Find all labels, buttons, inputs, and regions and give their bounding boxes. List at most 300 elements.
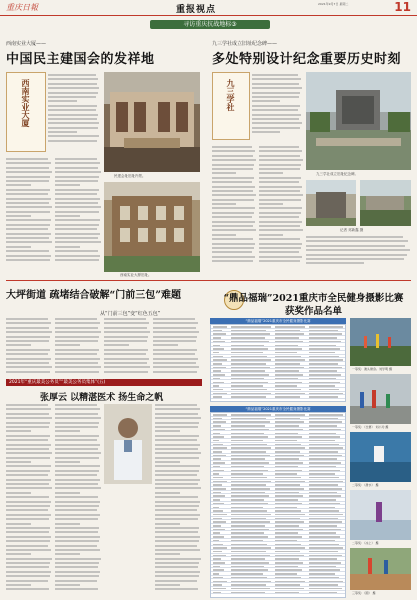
text-line bbox=[6, 509, 48, 511]
text-line bbox=[6, 461, 31, 463]
text-line bbox=[55, 237, 98, 239]
right-body-col1 bbox=[212, 146, 256, 266]
table-cell bbox=[231, 525, 265, 527]
text-line bbox=[104, 336, 148, 338]
text-line bbox=[6, 487, 52, 489]
text-line bbox=[259, 225, 300, 227]
text-line bbox=[6, 514, 51, 516]
text-line bbox=[6, 250, 49, 252]
text-line bbox=[153, 366, 199, 368]
table-cell bbox=[231, 341, 269, 343]
text-line bbox=[212, 146, 252, 148]
table-cell bbox=[275, 363, 300, 365]
text-line bbox=[6, 492, 31, 494]
text-line bbox=[55, 487, 101, 489]
table-cell bbox=[309, 484, 338, 486]
text-line bbox=[55, 219, 100, 221]
table-cell bbox=[231, 499, 264, 501]
text-line bbox=[6, 452, 52, 454]
table-cell bbox=[275, 492, 299, 494]
text-line bbox=[55, 540, 99, 542]
table-cell bbox=[309, 345, 336, 347]
text-line bbox=[55, 327, 98, 329]
text-line bbox=[6, 527, 50, 529]
winners-table-1-header: “鼎品福瑞”2021重庆市全民健身摄影比赛 bbox=[210, 318, 346, 324]
text-line bbox=[55, 545, 97, 547]
text-line bbox=[6, 189, 50, 191]
table-cell bbox=[213, 330, 222, 332]
table-cell bbox=[213, 584, 222, 586]
text-line bbox=[153, 331, 199, 333]
text-line bbox=[6, 444, 51, 446]
text-line bbox=[306, 245, 405, 247]
profile-body-col3 bbox=[155, 404, 201, 594]
text-line bbox=[252, 96, 299, 98]
table-cell bbox=[213, 370, 221, 372]
text-line bbox=[6, 233, 51, 235]
text-line bbox=[6, 176, 50, 178]
table-cell bbox=[231, 421, 270, 423]
text-line bbox=[212, 164, 254, 166]
left-sidebox-title: 西南实业大厦 bbox=[21, 79, 31, 127]
table-cell bbox=[231, 356, 267, 358]
text-line bbox=[212, 256, 255, 258]
table-cell bbox=[275, 507, 297, 509]
text-line bbox=[48, 100, 77, 102]
table-cell bbox=[275, 566, 298, 568]
text-line bbox=[252, 87, 302, 89]
text-line bbox=[6, 198, 51, 200]
text-line bbox=[48, 122, 99, 124]
table-cell bbox=[309, 393, 343, 395]
text-line bbox=[153, 340, 196, 342]
table-cell bbox=[309, 462, 341, 464]
text-line bbox=[6, 562, 50, 564]
text-line bbox=[6, 474, 48, 476]
text-line bbox=[55, 211, 99, 213]
contest-title-line2: 获奖作品名单 bbox=[284, 306, 342, 317]
table-cell bbox=[213, 382, 224, 384]
table-cell bbox=[309, 488, 342, 490]
table-cell bbox=[213, 514, 227, 516]
table-cell bbox=[275, 532, 298, 534]
text-line bbox=[6, 366, 52, 368]
table-cell bbox=[309, 477, 339, 479]
text-line bbox=[212, 207, 255, 209]
text-line bbox=[55, 483, 98, 485]
table-cell bbox=[231, 581, 271, 583]
text-line bbox=[48, 78, 98, 80]
text-line bbox=[55, 158, 97, 160]
table-cell bbox=[231, 495, 269, 497]
text-line bbox=[55, 349, 99, 351]
text-line bbox=[155, 527, 199, 529]
text-line bbox=[6, 483, 49, 485]
table-cell bbox=[309, 510, 339, 512]
table-cell bbox=[213, 389, 223, 391]
text-line bbox=[153, 349, 197, 351]
table-cell bbox=[309, 330, 338, 332]
table-cell bbox=[231, 484, 266, 486]
text-line bbox=[259, 251, 299, 253]
text-line bbox=[212, 181, 252, 183]
text-line bbox=[6, 241, 52, 243]
text-line bbox=[155, 413, 198, 415]
table-cell bbox=[275, 562, 303, 564]
table-cell bbox=[213, 581, 227, 583]
text-line bbox=[55, 322, 100, 324]
doctor-portrait-image bbox=[104, 404, 152, 484]
winners-table-2-header: “鼎品福瑞”2021重庆市全民健身摄影比赛 bbox=[210, 406, 346, 412]
table-cell bbox=[275, 484, 300, 486]
text-line bbox=[153, 336, 197, 338]
table-cell bbox=[275, 470, 302, 472]
table-cell bbox=[309, 429, 341, 431]
text-line bbox=[55, 457, 99, 459]
text-line bbox=[6, 219, 51, 221]
masthead bbox=[0, 0, 417, 16]
text-line bbox=[55, 171, 101, 173]
text-line bbox=[55, 184, 80, 186]
text-line bbox=[259, 256, 302, 258]
table-cell bbox=[213, 558, 221, 560]
table-cell bbox=[231, 352, 263, 354]
text-line bbox=[155, 566, 198, 568]
text-line bbox=[6, 193, 48, 195]
text-line bbox=[155, 448, 198, 450]
text-line bbox=[155, 492, 180, 494]
table-cell bbox=[309, 588, 342, 590]
text-line bbox=[252, 122, 302, 124]
text-line bbox=[155, 518, 198, 520]
text-line bbox=[155, 457, 199, 459]
text-line bbox=[104, 353, 146, 355]
text-line bbox=[55, 331, 101, 333]
table-cell bbox=[275, 462, 303, 464]
table-cell bbox=[275, 510, 301, 512]
contest-photo-3 bbox=[350, 432, 411, 482]
table-cell bbox=[275, 569, 302, 571]
text-line bbox=[259, 260, 300, 262]
text-line bbox=[155, 426, 198, 428]
text-line bbox=[252, 92, 300, 94]
table-cell bbox=[275, 418, 300, 420]
text-line bbox=[259, 172, 283, 174]
table-cell bbox=[231, 547, 271, 549]
table-cell bbox=[213, 499, 220, 501]
table-cell bbox=[275, 521, 304, 523]
table-cell bbox=[275, 374, 303, 376]
text-line bbox=[6, 349, 50, 351]
text-line bbox=[6, 580, 48, 582]
table-cell bbox=[213, 363, 222, 365]
text-line bbox=[104, 362, 147, 364]
text-line bbox=[55, 439, 97, 441]
table-cell bbox=[275, 551, 300, 553]
table-cell bbox=[275, 518, 300, 520]
issue-date: 2021年9月7日 星期二 bbox=[318, 2, 349, 6]
text-line bbox=[55, 250, 98, 252]
contest-photo-4 bbox=[350, 490, 411, 540]
table-cell bbox=[231, 389, 267, 391]
text-line bbox=[259, 164, 301, 166]
table-cell bbox=[231, 573, 263, 575]
table-cell bbox=[309, 440, 335, 442]
text-line bbox=[259, 177, 301, 179]
text-line bbox=[155, 523, 180, 525]
table-cell bbox=[275, 433, 298, 435]
table-cell bbox=[309, 348, 340, 350]
text-line bbox=[212, 260, 253, 262]
text-line bbox=[104, 340, 147, 342]
table-cell bbox=[231, 436, 268, 438]
table-cell bbox=[275, 370, 299, 372]
table-cell bbox=[309, 499, 336, 501]
table-cell bbox=[309, 503, 340, 505]
text-line bbox=[55, 588, 98, 590]
text-line bbox=[104, 349, 148, 351]
text-line bbox=[6, 540, 50, 542]
table-cell bbox=[309, 444, 339, 446]
text-line bbox=[155, 444, 200, 446]
text-line bbox=[55, 362, 98, 364]
table-cell bbox=[213, 451, 222, 453]
table-cell bbox=[213, 536, 224, 538]
text-line bbox=[104, 318, 146, 320]
right-sidebox bbox=[212, 72, 250, 140]
text-line bbox=[6, 518, 49, 520]
text-line bbox=[55, 514, 100, 516]
table-cell bbox=[213, 592, 221, 594]
table-cell bbox=[213, 566, 220, 568]
table-cell bbox=[275, 352, 297, 354]
table-cell bbox=[309, 547, 343, 549]
text-line bbox=[6, 439, 48, 441]
table-cell bbox=[309, 495, 341, 497]
table-cell bbox=[231, 566, 264, 568]
text-line bbox=[55, 479, 100, 481]
table-cell bbox=[231, 425, 265, 427]
table-cell bbox=[213, 562, 225, 564]
left-second-photo bbox=[104, 182, 200, 272]
table-cell bbox=[275, 440, 297, 442]
table-cell bbox=[309, 529, 341, 531]
table-cell bbox=[213, 507, 219, 509]
contest-photo-5-caption: 三等奖：《跑》 摄 bbox=[352, 591, 376, 595]
table-cell bbox=[231, 378, 264, 380]
text-line bbox=[212, 150, 255, 152]
table-cell bbox=[275, 536, 302, 538]
table-cell bbox=[309, 436, 340, 438]
text-line bbox=[6, 237, 49, 239]
table-cell bbox=[213, 577, 223, 579]
table-cell bbox=[213, 529, 225, 531]
table-cell bbox=[275, 356, 301, 358]
riverside-fitness-image bbox=[350, 318, 411, 366]
table-cell bbox=[213, 345, 220, 347]
text-line bbox=[55, 193, 97, 195]
text-line bbox=[55, 215, 80, 217]
table-cell bbox=[275, 378, 298, 380]
text-line bbox=[104, 331, 150, 333]
text-line bbox=[252, 109, 298, 111]
table-cell bbox=[213, 356, 223, 358]
text-line bbox=[155, 496, 198, 498]
text-line bbox=[155, 540, 199, 542]
text-line bbox=[55, 413, 98, 415]
text-line bbox=[155, 479, 200, 481]
table-cell bbox=[275, 581, 305, 583]
table-cell bbox=[309, 555, 342, 557]
table-cell bbox=[231, 514, 271, 516]
text-line bbox=[212, 155, 253, 157]
table-cell bbox=[275, 447, 305, 449]
text-line bbox=[155, 474, 197, 476]
table-cell bbox=[275, 488, 304, 490]
text-line bbox=[55, 206, 101, 208]
text-line bbox=[55, 336, 99, 338]
text-line bbox=[153, 362, 196, 364]
table-cell bbox=[309, 451, 338, 453]
table-cell bbox=[309, 389, 339, 391]
table-cell bbox=[213, 429, 225, 431]
table-cell bbox=[309, 374, 341, 376]
text-line bbox=[6, 479, 51, 481]
text-line bbox=[48, 92, 98, 94]
text-line bbox=[212, 247, 254, 249]
text-line bbox=[6, 457, 50, 459]
newspaper-logo: 重庆日報 bbox=[6, 3, 38, 12]
table-cell bbox=[309, 363, 338, 365]
table-cell bbox=[309, 433, 336, 435]
text-line bbox=[155, 483, 198, 485]
table-cell bbox=[309, 466, 336, 468]
table-cell bbox=[231, 433, 264, 435]
text-line bbox=[55, 426, 98, 428]
table-cell bbox=[231, 562, 269, 564]
table-cell bbox=[309, 481, 343, 483]
text-line bbox=[306, 236, 403, 238]
text-line bbox=[55, 366, 101, 368]
table-cell bbox=[231, 481, 271, 483]
text-line bbox=[55, 531, 98, 533]
text-line bbox=[48, 87, 99, 89]
table-cell bbox=[231, 588, 270, 590]
text-line bbox=[252, 105, 300, 107]
text-line bbox=[155, 536, 200, 538]
text-line bbox=[155, 505, 199, 507]
table-cell bbox=[213, 470, 224, 472]
table-cell bbox=[213, 488, 226, 490]
left-sidebox-text bbox=[48, 74, 100, 146]
text-line bbox=[6, 322, 51, 324]
text-line bbox=[259, 159, 303, 161]
text-line bbox=[155, 435, 199, 437]
text-line bbox=[48, 118, 97, 120]
text-line bbox=[212, 212, 254, 214]
text-line bbox=[6, 255, 51, 257]
table-cell bbox=[275, 330, 300, 332]
text-line bbox=[212, 225, 253, 227]
table-cell bbox=[309, 507, 335, 509]
text-line bbox=[55, 435, 99, 437]
table-cell bbox=[275, 558, 299, 560]
table-cell bbox=[309, 341, 341, 343]
table-cell bbox=[309, 447, 343, 449]
text-line bbox=[55, 233, 100, 235]
table-cell bbox=[213, 495, 225, 497]
text-line bbox=[48, 135, 99, 137]
contest-title-line1: “鼎品福瑞”2021重庆市全民健身摄影比赛 bbox=[223, 293, 404, 304]
table-cell bbox=[231, 337, 265, 339]
text-line bbox=[212, 199, 254, 201]
table-cell bbox=[309, 558, 337, 560]
text-line bbox=[6, 496, 49, 498]
table-cell bbox=[213, 440, 219, 442]
table-cell bbox=[275, 477, 301, 479]
monument-image bbox=[306, 180, 356, 226]
left-photo2-caption: 西南实业大厦旧址。 bbox=[120, 273, 152, 277]
text-line bbox=[55, 422, 99, 424]
table-cell bbox=[275, 337, 299, 339]
text-line bbox=[212, 238, 253, 240]
table-cell bbox=[275, 436, 302, 438]
text-line bbox=[155, 408, 200, 410]
text-line bbox=[55, 584, 80, 586]
text-line bbox=[155, 461, 180, 463]
table-cell bbox=[309, 333, 342, 335]
table-cell bbox=[309, 367, 342, 369]
table-cell bbox=[309, 382, 340, 384]
text-line bbox=[55, 527, 99, 529]
table-cell bbox=[213, 425, 221, 427]
table-cell bbox=[213, 492, 221, 494]
table-cell bbox=[309, 518, 338, 520]
text-line bbox=[6, 549, 51, 551]
text-line bbox=[212, 168, 253, 170]
text-line bbox=[6, 180, 49, 182]
text-line bbox=[55, 241, 101, 243]
profile-body-col2 bbox=[55, 404, 101, 594]
table-cell bbox=[213, 374, 225, 376]
table-cell bbox=[231, 330, 266, 332]
table-cell bbox=[213, 458, 221, 460]
text-line bbox=[55, 549, 100, 551]
text-line bbox=[6, 465, 51, 467]
text-line bbox=[48, 127, 98, 129]
text-line bbox=[6, 426, 49, 428]
table-cell bbox=[213, 532, 220, 534]
right-sidebox-text bbox=[252, 74, 302, 138]
text-line bbox=[55, 505, 99, 507]
text-line bbox=[55, 371, 99, 373]
table-cell bbox=[231, 569, 268, 571]
table-cell bbox=[275, 382, 302, 384]
text-line bbox=[104, 366, 150, 368]
table-cell bbox=[213, 444, 223, 446]
table-cell bbox=[275, 396, 300, 398]
table-cell bbox=[275, 584, 300, 586]
left-photo-caption: 民建会址旧址内景。 bbox=[114, 174, 146, 178]
table-cell bbox=[213, 481, 227, 483]
text-line bbox=[48, 105, 97, 107]
text-line bbox=[259, 221, 302, 223]
table-cell bbox=[231, 393, 271, 395]
text-line bbox=[155, 588, 198, 590]
text-line bbox=[48, 96, 96, 98]
table-cell bbox=[213, 348, 224, 350]
table-cell bbox=[275, 588, 304, 590]
